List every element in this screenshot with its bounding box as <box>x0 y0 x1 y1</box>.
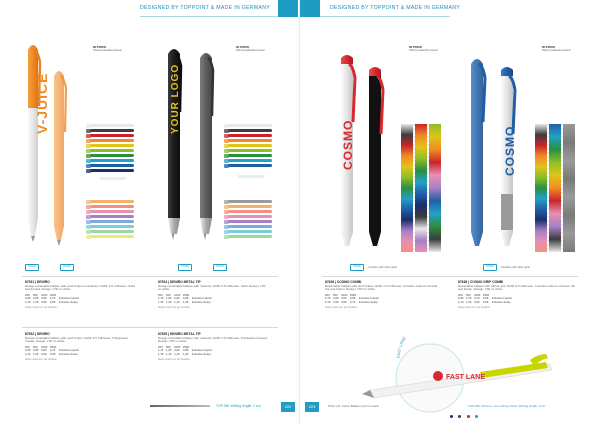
price-note: Inclusive Setup <box>191 351 211 356</box>
qty-cell: 1000 <box>174 292 181 297</box>
stock-chip: STOCK <box>25 264 39 271</box>
badge-line-2: Short production times! <box>409 48 438 53</box>
made-badge <box>542 46 575 53</box>
color-swatch-grid-3 <box>228 124 272 169</box>
spec-title: 87638 | COSMO GRIP COMBI <box>458 280 504 284</box>
swatch-row <box>90 220 134 223</box>
qty-cell: 250 <box>458 292 463 297</box>
price-cell: 1,45 <box>158 351 164 356</box>
price-cell: 0,60 <box>341 296 347 301</box>
price-cell: 0,75 <box>466 296 472 301</box>
swatch-row <box>90 225 134 228</box>
spec-description: Retractable ballpen with rubber grip. Refill: 0.5 millimeter. Combine colours of barrel, clip and button. Design: LTR on white. <box>458 283 576 292</box>
price-note: Inclusive Setup <box>58 299 78 304</box>
price-cell: 1,15 <box>158 296 164 301</box>
price-cell: 1,15 <box>174 299 180 304</box>
price-cell: 1,20 <box>25 299 31 304</box>
swatch-row <box>90 169 134 172</box>
right-header-title: DESIGNED BY TOPPOINT & MADE IN GERMANY <box>330 5 461 11</box>
swatch-row <box>228 134 272 137</box>
qty-cell: 500 <box>33 344 38 349</box>
swatch-caption-1 <box>100 177 126 180</box>
swatch-row <box>228 220 272 223</box>
badge-line-1: IN STOCK <box>409 45 423 49</box>
price-cell: 0,80 <box>41 348 47 353</box>
price-cell: 0,95 <box>25 296 31 301</box>
footer-refill-image <box>150 405 210 407</box>
swatch-row <box>90 129 134 132</box>
qty-cell: 250 <box>325 292 330 297</box>
swatch-row <box>228 124 272 127</box>
qty-cell: 1000 <box>474 292 481 297</box>
left-photo-block-1 <box>18 34 140 256</box>
swatch-row <box>90 134 134 137</box>
price-table <box>158 294 215 305</box>
price-cell: 1,05 <box>33 299 39 304</box>
price-cell: 0,65 <box>482 296 489 301</box>
price-cell: 0,85 <box>33 296 39 301</box>
divider <box>22 327 278 328</box>
qty-cell: 500 <box>166 344 171 349</box>
price-cell: 1,00 <box>466 299 472 304</box>
spec-description: Design-retractable ballpen with metal tip. Refill: 0.5 millimeter. Transparent frosted. Design: LTR on white. <box>158 335 268 344</box>
divider <box>22 276 278 277</box>
spec-block-3 <box>25 333 135 361</box>
qty-cell: 250 <box>158 344 163 349</box>
price-cell: 1,00 <box>325 299 331 304</box>
price-note: Inclusive Imprint <box>191 348 212 353</box>
qty-cell: 2500 <box>182 292 190 297</box>
spec-block-4 <box>158 333 268 361</box>
left-photo-block-2 <box>150 34 278 256</box>
price-cell: 1,05 <box>33 351 39 356</box>
swatch-row <box>228 144 272 147</box>
price-cell: 0,80 <box>41 296 47 301</box>
right-header-tab <box>300 0 320 17</box>
price-cell: 0,95 <box>25 348 31 353</box>
spec-block-5 <box>325 281 443 309</box>
swatch-row <box>228 149 272 152</box>
stock-chip: STOCK <box>213 264 227 271</box>
price-cell: 0,95 <box>174 296 180 301</box>
swatch-row <box>90 210 134 213</box>
price-note: Inclusive Imprint <box>358 296 379 301</box>
price-note: Inclusive Imprint <box>58 348 79 353</box>
right-page <box>300 0 600 424</box>
made-badge <box>409 46 442 53</box>
color-swatch-grid-4 <box>228 200 272 240</box>
qty-cell: 500 <box>166 292 171 297</box>
price-cell: 0,75 <box>325 296 331 301</box>
pen-logo-text-2: YOUR LOGO <box>170 63 181 134</box>
spec-block-2 <box>158 281 268 309</box>
price-cell: 0,65 <box>333 296 339 301</box>
made-badge <box>93 46 126 53</box>
price-note: Inclusive Imprint <box>191 296 212 301</box>
price-cell: 1,15 <box>158 348 164 353</box>
qty-cell: 250 <box>25 292 30 297</box>
qty-cell: 1000 <box>174 344 181 349</box>
color-swatch-grid-1 <box>90 124 134 174</box>
price-cell: 0,98 <box>41 299 47 304</box>
price-table <box>25 294 82 305</box>
left-header-rule <box>140 16 278 17</box>
swatch-row <box>228 159 272 162</box>
part-swatch-column <box>401 124 413 252</box>
badge-line-2: Short production times! <box>236 48 265 53</box>
price-cell: 1,05 <box>182 351 189 356</box>
badge-line-1: IN STOCK <box>236 45 250 49</box>
color-dot <box>467 415 470 418</box>
color-swatch-grid-2 <box>90 200 134 240</box>
price-cell: 0,98 <box>41 351 47 356</box>
swatch-caption-2 <box>238 175 264 178</box>
price-cell: 0,55 <box>349 296 356 301</box>
part-swatch-column <box>429 124 441 252</box>
price-cell: 0,88 <box>182 296 189 301</box>
swatch-row <box>228 200 272 203</box>
swatch-row <box>90 154 134 157</box>
price-cell: 0,82 <box>482 299 489 304</box>
swatch-row <box>228 235 272 238</box>
price-table <box>25 346 82 357</box>
swatch-row <box>90 164 134 167</box>
footer-right-text: TOP-INK Chrome, new writing colour. Writing length: 2 km <box>468 404 546 408</box>
pen-logo-text: COSMO <box>341 119 355 170</box>
qty-cell: 2500 <box>49 292 57 297</box>
spec-footnote: Setup costs incl. per location. <box>25 305 58 309</box>
price-cell: 0,90 <box>474 299 480 304</box>
qty-cell: 500 <box>333 292 338 297</box>
swatch-row <box>90 200 134 203</box>
combination-parts-grid-2 <box>535 124 575 252</box>
qty-cell: 1000 <box>41 292 48 297</box>
qty-cell: 250 <box>158 292 163 297</box>
combination-note: Combine with other parts <box>501 266 530 269</box>
color-dot <box>475 415 478 418</box>
price-note: Inclusive Setup <box>358 299 378 304</box>
footer-text: TOP-INK Writing length: 2 km <box>216 404 261 408</box>
spec-footnote: Setup costs incl. per location. <box>458 305 491 309</box>
spec-title: 87636 | COSMO COMBI <box>325 280 362 284</box>
badge-line-2: Short production times! <box>542 48 571 53</box>
swatch-row <box>228 154 272 157</box>
price-cell: 1,30 <box>166 299 172 304</box>
qty-cell: 1000 <box>41 344 48 349</box>
spec-title: 87932 | DENIRO <box>25 332 50 336</box>
price-cell: 1,45 <box>158 299 164 304</box>
swatch-row <box>228 205 272 208</box>
swatch-row <box>228 215 272 218</box>
stock-chip: STOCK <box>483 264 497 271</box>
blue-grip-pen-image <box>465 44 533 264</box>
price-cell: 0,90 <box>49 299 56 304</box>
swatch-row <box>228 164 272 167</box>
spec-footnote: Setup costs incl. per location. <box>158 357 191 361</box>
pen-logo-text: V-JUICE <box>34 72 50 134</box>
price-note: Inclusive Imprint <box>491 296 512 301</box>
qty-cell: 2500 <box>482 292 490 297</box>
page-number: 223 <box>305 402 319 412</box>
badge-line-2: Short production times! <box>93 48 122 53</box>
part-swatch-column <box>415 124 427 252</box>
left-header-tab <box>278 0 298 17</box>
part-swatch-column <box>563 124 575 252</box>
footer-text: Price incl. colour Ballpen print in stock. <box>328 404 380 408</box>
spec-block-1 <box>25 281 135 309</box>
swatch-row <box>90 139 134 142</box>
price-cell: 0,75 <box>49 348 56 353</box>
right-header-rule <box>320 16 450 17</box>
spec-title: 87935 | DENIRO METAL TIP <box>158 332 201 336</box>
color-dot <box>450 415 453 418</box>
stock-chip: STOCK <box>350 264 364 271</box>
spec-footnote: Setup costs incl. per location. <box>25 357 58 361</box>
right-photo-block-1 <box>325 34 445 256</box>
swatch-row <box>228 210 272 213</box>
spec-description: Design-retractable ballpen with push button mechanism. Refill: 0.5 millimeter. Solid and frosted. Design: LTR on white. <box>25 283 135 292</box>
qty-cell: 250 <box>25 344 30 349</box>
left-header-title: DESIGNED BY TOPPOINT & MADE IN GERMANY <box>140 5 271 11</box>
badge-line-1: IN STOCK <box>542 45 556 49</box>
qty-cell: 2500 <box>349 292 357 297</box>
color-dot <box>458 415 461 418</box>
spec-title: 87931 | DENIRO <box>25 280 50 284</box>
price-cell: 0,90 <box>49 351 56 356</box>
part-swatch-column <box>535 124 547 252</box>
stock-chip: STOCK <box>178 264 192 271</box>
price-table <box>158 346 215 357</box>
spec-footnote: Setup costs incl. per location. <box>325 305 358 309</box>
price-cell: 0,75 <box>49 296 56 301</box>
price-cell: 0,95 <box>174 348 180 353</box>
swatch-row <box>90 235 134 238</box>
swatch-row <box>90 159 134 162</box>
price-cell: 0,85 <box>33 348 39 353</box>
part-swatch-column <box>549 124 561 252</box>
spec-block-6 <box>458 281 576 309</box>
promo-ring-text: FAST LANE <box>395 335 407 359</box>
spec-title: 87934 | DENIRO METAL TIP <box>158 280 201 284</box>
swatch-row <box>228 139 272 142</box>
price-cell: 1,05 <box>182 299 189 304</box>
right-photo-block-2 <box>455 34 580 256</box>
swatch-row <box>228 225 272 228</box>
qty-cell: 500 <box>33 292 38 297</box>
combination-parts-grid-1 <box>401 124 441 252</box>
price-cell: 0,85 <box>458 296 464 301</box>
combination-note: Combine with other parts <box>368 266 397 269</box>
price-cell: 0,72 <box>349 299 356 304</box>
orange-pen-image <box>18 36 78 256</box>
price-table <box>458 294 515 305</box>
price-cell: 1,05 <box>166 296 172 301</box>
divider <box>322 276 578 277</box>
swatch-row <box>228 230 272 233</box>
price-table <box>325 294 382 305</box>
promo-brand-text: FAST LANE <box>446 374 485 381</box>
price-cell: 0,90 <box>333 299 339 304</box>
swatch-row <box>90 205 134 208</box>
spec-description: Design-retractable ballpen with push button. Refill: 0.5 millimeter. Transparent frosted. Design: LTR on white. <box>25 335 129 344</box>
pen-logo-text-2: COSMO <box>503 125 517 176</box>
price-cell: 1,15 <box>174 351 180 356</box>
swatch-row <box>228 129 272 132</box>
price-cell: 1,30 <box>166 351 172 356</box>
price-cell: 0,70 <box>474 296 480 301</box>
swatch-row <box>90 149 134 152</box>
price-cell: 1,05 <box>166 348 172 353</box>
qty-cell: 2500 <box>182 344 190 349</box>
made-badge <box>236 46 269 53</box>
price-cell: 1,10 <box>458 299 464 304</box>
price-cell: 0,88 <box>182 348 189 353</box>
price-cell: 1,20 <box>25 351 31 356</box>
price-note: Inclusive Imprint <box>58 296 79 301</box>
qty-cell: 2500 <box>49 344 57 349</box>
qty-cell: 1000 <box>341 292 348 297</box>
badge-line-1: IN STOCK <box>93 45 107 49</box>
price-note: Inclusive Setup <box>191 299 211 304</box>
spec-description: Retractable ballpen with push button. Refill: 0.5 millimeter. Combine colours of barrel, clip and button. Design: LTR on white. <box>325 283 439 292</box>
stock-chip: STOCK <box>60 264 74 271</box>
swatch-row <box>90 124 134 127</box>
swatch-row <box>90 215 134 218</box>
price-note: Inclusive Setup <box>491 299 511 304</box>
page-number: 222 <box>281 402 295 412</box>
swatch-row <box>90 230 134 233</box>
spec-footnote: Setup costs incl. per location. <box>158 305 191 309</box>
swatch-row <box>90 144 134 147</box>
spec-description: Design-retractable ballpen with metal tip. Refill: 0.5 millimeter. Solid. Design: LTR on white. <box>158 283 266 292</box>
price-cell: 0,80 <box>341 299 347 304</box>
qty-cell: 500 <box>466 292 471 297</box>
price-note: Inclusive Setup <box>58 351 78 356</box>
